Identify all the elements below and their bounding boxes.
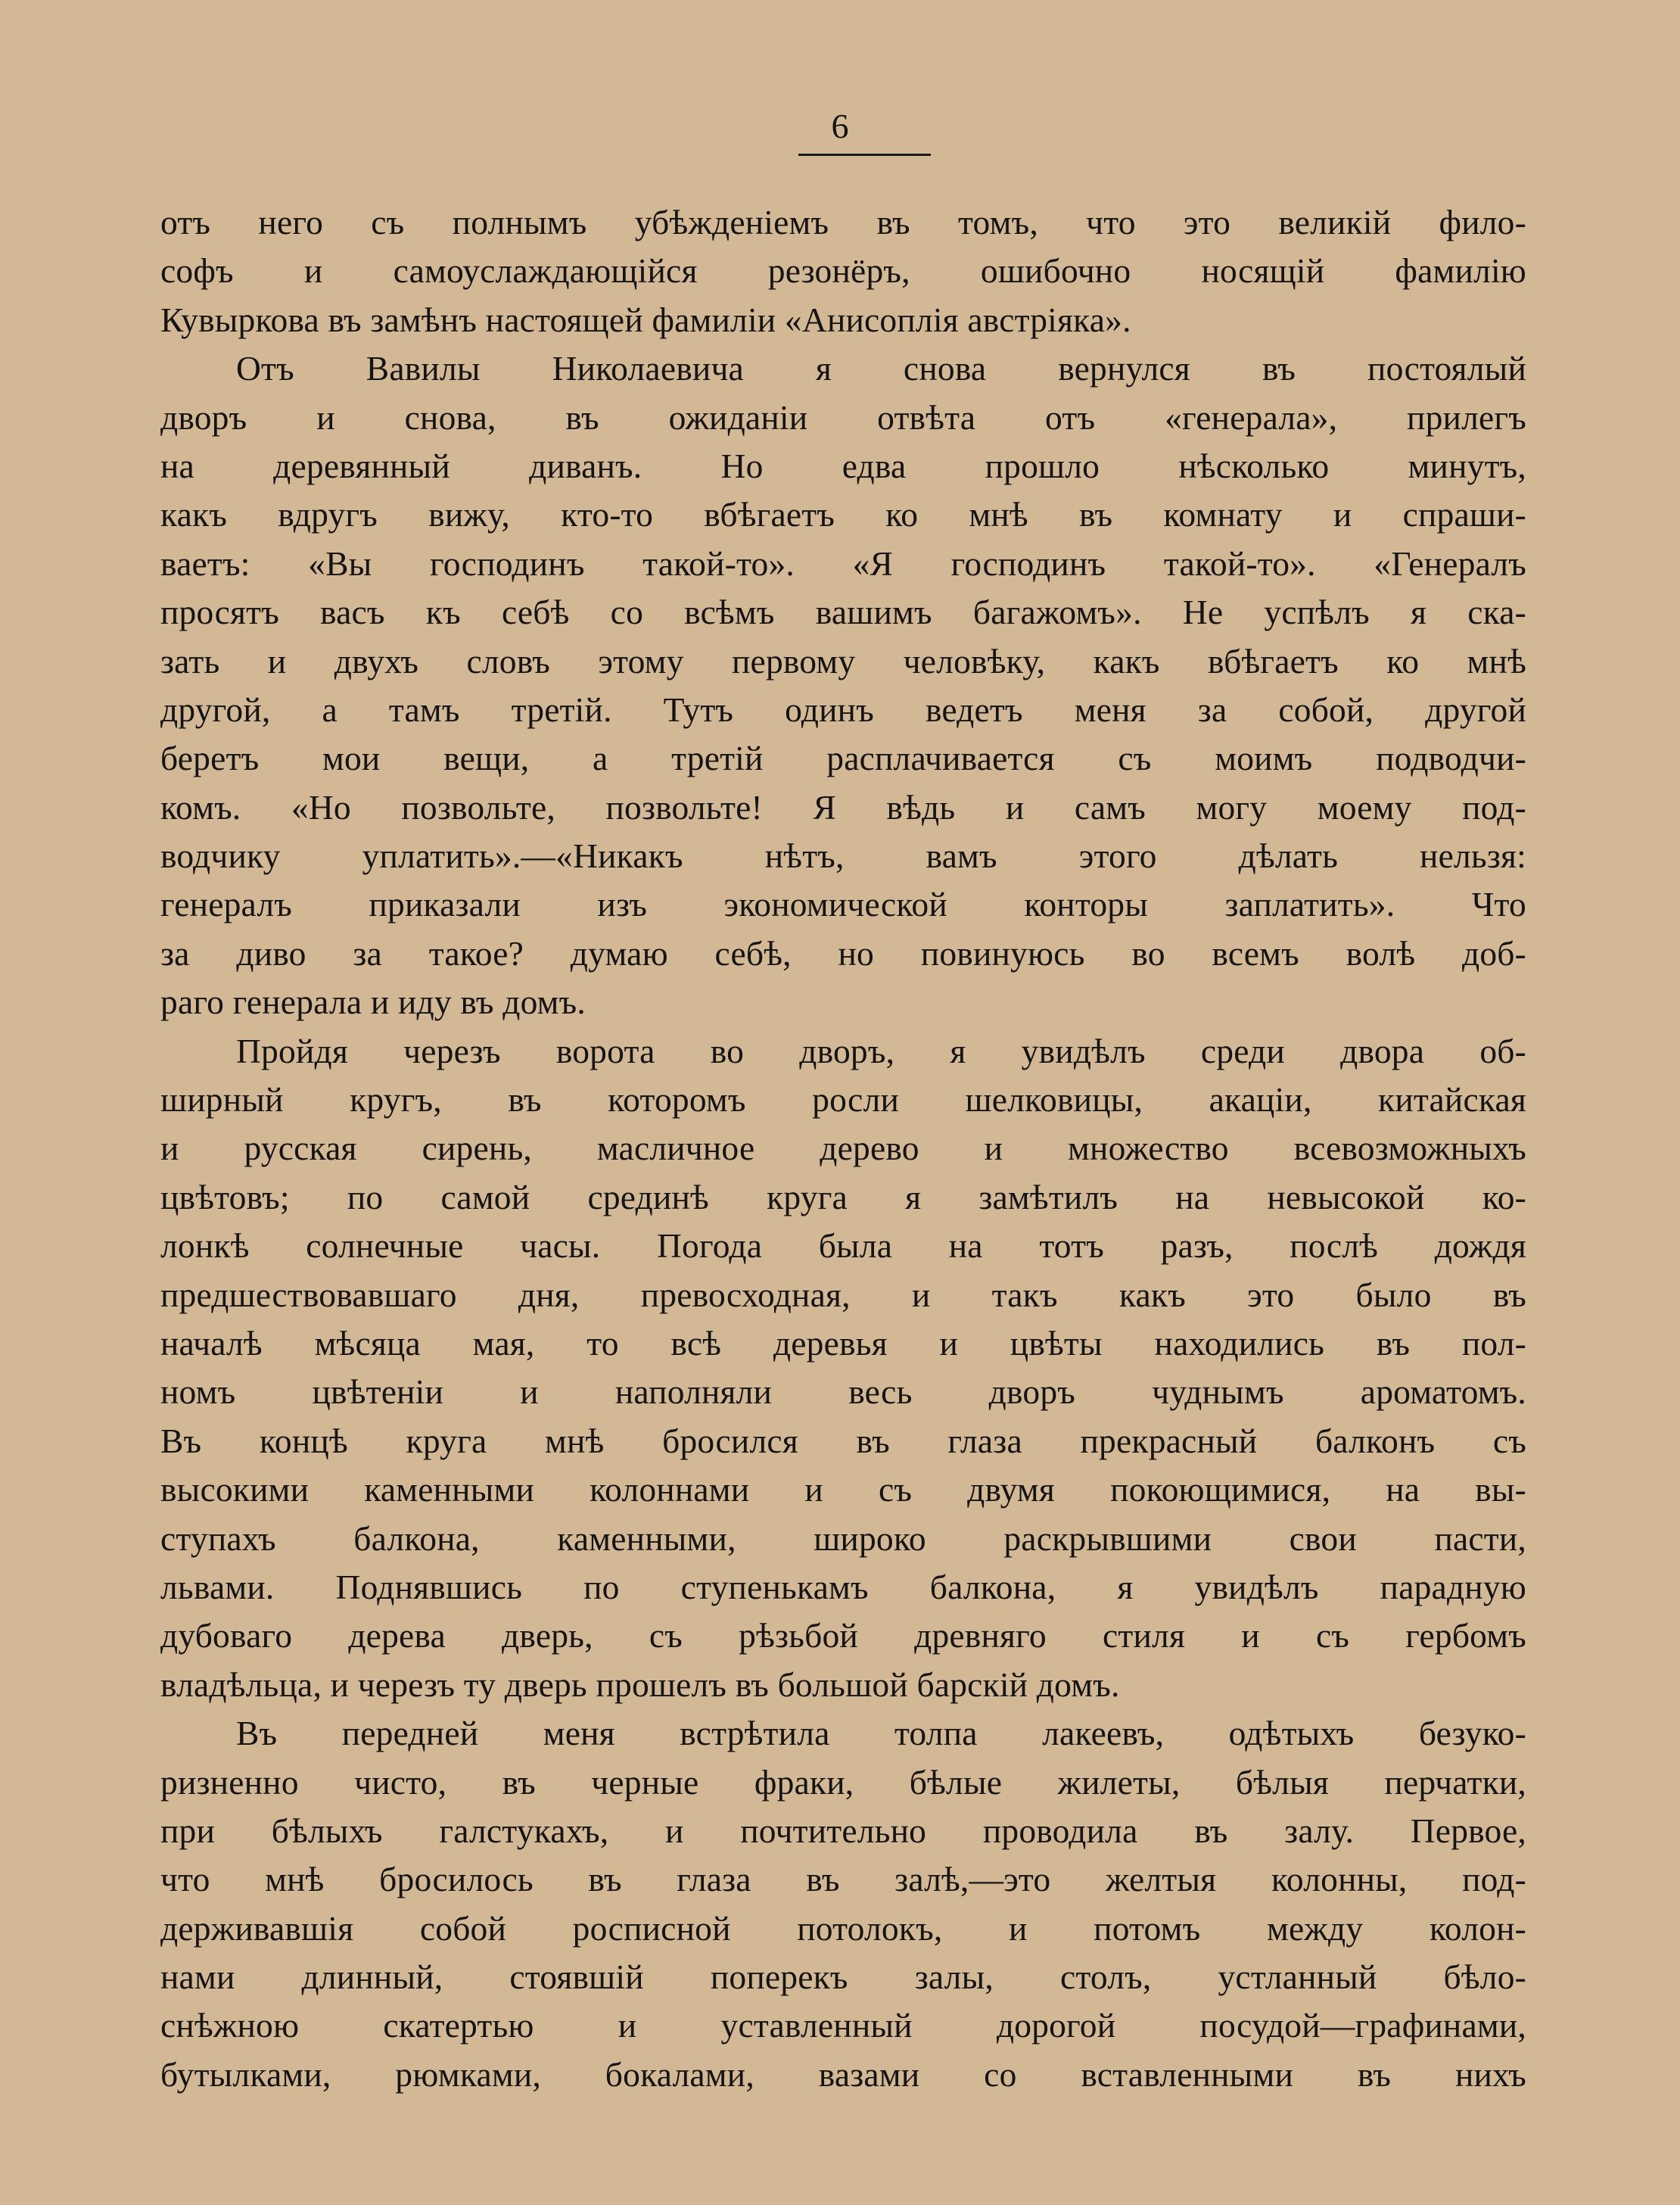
text-line: просятъ васъ къ себѣ со всѣмъ вашимъ багажомъ». Не успѣлъ я ска-: [160, 593, 1526, 632]
page-number-rule: [798, 154, 931, 156]
text-line: генералъ приказали изъ экономической конторы заплатить». Что: [160, 885, 1526, 924]
text-line: отъ него съ полнымъ убѣжденіемъ въ томъ, что это великій фило-: [160, 203, 1526, 241]
text-line: Въ концѣ круга мнѣ бросился въ глаза прекрасный балконъ съ: [160, 1421, 1526, 1460]
text-line: ризненно чисто, въ черные фраки, бѣлые жилеты, бѣлыя перчатки,: [160, 1762, 1526, 1802]
text-line: снѣжною скатертью и уставленный дорогой посудой—графинами,: [160, 2006, 1526, 2045]
paragraph: [160, 198, 1526, 344]
text-line: на деревянный диванъ. Но едва прошло нѣсколько минутъ,: [160, 446, 1526, 485]
paragraph: [160, 1027, 1526, 1709]
text-line: номъ цвѣтеніи и наполняли весь дворъ чуднымъ ароматомъ.: [160, 1372, 1526, 1412]
text-line: за диво за такое? думаю себѣ, но повинуюсь во всемъ волѣ доб-: [160, 933, 1526, 973]
text-line: Пройдя черезъ ворота во дворъ, я увидѣлъ среди двора об-: [236, 1031, 1526, 1070]
body-text: [160, 198, 1526, 2099]
text-line: ширный кругъ, въ которомъ росли шелковицы, акаціи, китайская: [160, 1080, 1526, 1120]
text-line: беретъ мои вещи, а третій расплачивается съ моимъ подводчи-: [160, 739, 1526, 778]
text-line: другой, а тамъ третій. Тутъ одинъ ведетъ меня за собой, другой: [160, 690, 1526, 729]
page-number: 6: [831, 107, 849, 145]
text-line: что мнѣ бросилось въ глаза въ залѣ,—это желтыя колонны, под-: [160, 1860, 1526, 1899]
text-line: ступахъ балкона, каменными, широко раскрывшими свои пасти,: [160, 1518, 1526, 1558]
text-line: львами. Поднявшись по ступенькамъ балкона, я увидѣлъ парадную: [160, 1567, 1526, 1606]
text-line: владѣльца, и черезъ ту дверь прошелъ въ большой барскій домъ.: [160, 1665, 1120, 1704]
text-line: дубоваго дерева дверь, съ рѣзьбой древняго стиля и съ гербомъ: [160, 1616, 1526, 1655]
text-line: дворъ и снова, въ ожиданіи отвѣта отъ «генерала», прилегъ: [160, 397, 1526, 437]
text-line: нами длинный, стоявшій поперекъ залы, столъ, устланный бѣло-: [160, 1957, 1526, 1997]
text-line: и русская сирень, масличное дерево и множество всевозможныхъ: [160, 1129, 1526, 1168]
text-line: какъ вдругъ вижу, кто-то вбѣгаетъ ко мнѣ въ комнату и спраши-: [160, 495, 1526, 534]
paragraph: [160, 1709, 1526, 2099]
text-line: при бѣлыхъ галстукахъ, и почтительно проводила въ залу. Первое,: [160, 1811, 1526, 1850]
text-line: началѣ мѣсяца мая, то всѣ деревья и цвѣты находились въ пол-: [160, 1323, 1526, 1363]
text-line: предшествовавшаго дня, превосходная, и такъ какъ это было въ: [160, 1275, 1526, 1314]
text-line: раго генерала и иду въ домъ.: [160, 983, 586, 1022]
text-line: Отъ Вавилы Николаевича я снова вернулся въ постоялый: [236, 349, 1526, 388]
text-line: зать и двухъ словъ этому первому человѣку, какъ вбѣгаетъ ко мнѣ: [160, 641, 1526, 680]
text-line: лонкѣ солнечные часы. Погода была на тотъ разъ, послѣ дождя: [160, 1226, 1526, 1266]
text-line: Кувыркова въ замѣнъ настоящей фамиліи «Анисоплія австріяка».: [160, 300, 1131, 339]
text-line: высокими каменными колоннами и съ двумя покоющимися, на вы-: [160, 1470, 1526, 1509]
text-line: комъ. «Но позвольте, позвольте! Я вѣдь и самъ могу моему под-: [160, 787, 1526, 827]
text-line: Въ передней меня встрѣтила толпа лакеевъ, одѣтыхъ безуко-: [236, 1714, 1526, 1753]
text-line: водчику уплатить».—«Никакъ нѣтъ, вамъ этого дѣлать нельзя:: [160, 836, 1526, 876]
text-line: бутылками, рюмками, бокалами, вазами со вставленными въ нихъ: [160, 2054, 1526, 2094]
text-line: цвѣтовъ; по самой срединѣ круга я замѣтилъ на невысокой ко-: [160, 1177, 1526, 1216]
paragraph: [160, 344, 1526, 1026]
text-line: ваетъ: «Вы господинъ такой-то». «Я господинъ такой-то». «Генералъ: [160, 543, 1526, 583]
text-line: держивавшія собой росписной потолокъ, и потомъ между колон-: [160, 1908, 1526, 1948]
text-line: софъ и самоуслаждающійся резонёръ, ошибочно носящій фамилію: [160, 251, 1526, 291]
